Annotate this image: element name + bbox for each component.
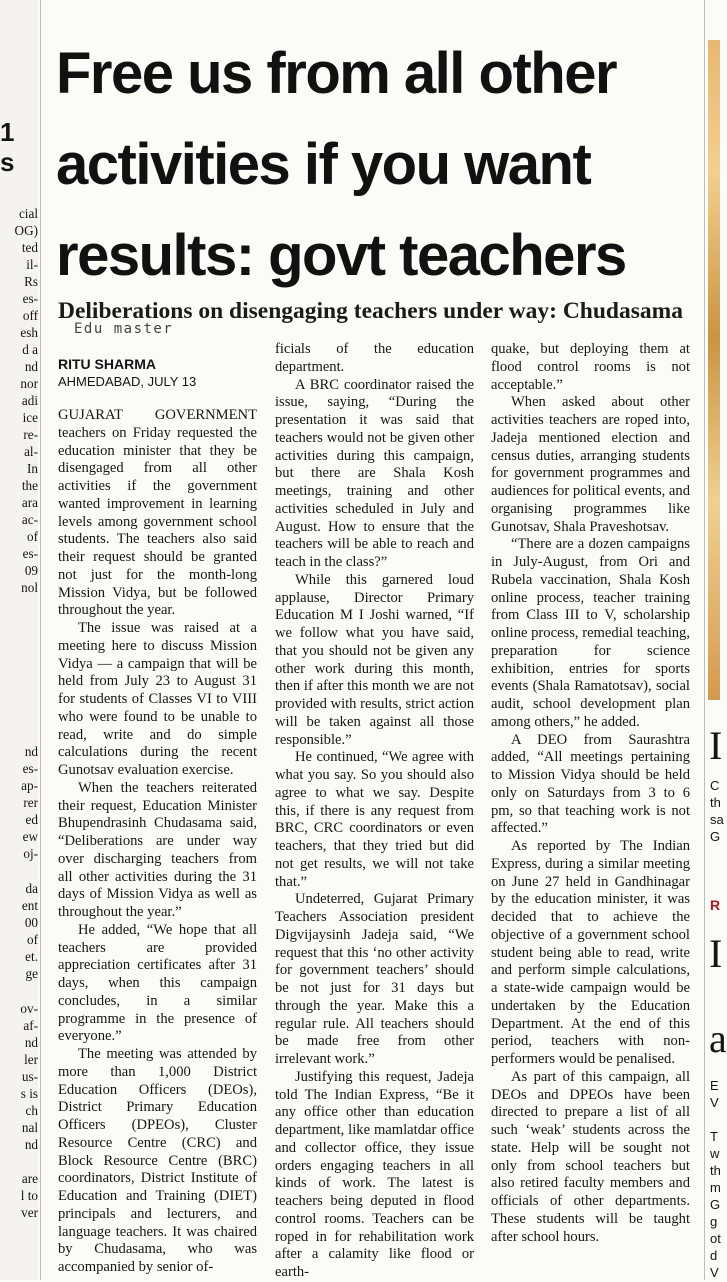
- left-text-fragment: es-: [22, 761, 38, 776]
- left-text-fragment: ice: [22, 410, 38, 425]
- left-text-fragment: ent: [21, 898, 38, 913]
- left-text-fragment: il-: [26, 257, 38, 272]
- paragraph: The issue was raised at a meeting here to discuss Mission Vidya — a campaign that will be held from July 23 to August 31 for students of Classes VI to VIII who were found to be unable to read, write and do simple calculations during the recent Gunotsav evaluation exercise.: [58, 620, 257, 778]
- paragraph: A BRC coordinator raised the issue, saying, “During the presentation it was said that teachers would not be given other activities during this campaign, but there are Shala Kosh meetings, training and other activities scheduled in July and August. How to ensure that the teachers will be able to reach and teach in the class?”: [275, 376, 474, 570]
- right-text-fragment: V: [710, 1265, 719, 1280]
- left-text-fragment: nd: [24, 744, 38, 759]
- left-text-fragment: adi: [21, 393, 38, 408]
- right-text-fragment: d: [710, 1248, 718, 1263]
- left-text-fragment: ara: [21, 495, 38, 510]
- left-text-fragment: us-: [21, 1069, 38, 1084]
- left-text-fragment: ed: [25, 812, 38, 827]
- right-text-fragment: th: [710, 1163, 721, 1178]
- right-text-fragment: sa: [710, 812, 724, 827]
- left-text-fragment: off: [22, 308, 38, 323]
- left-text-fragment: OG): [14, 223, 38, 238]
- right-text-fragment: T: [710, 1129, 718, 1144]
- left-text-fragment: l to: [20, 1188, 38, 1203]
- article-column-2: [275, 341, 474, 1282]
- left-text-fragment: 1: [0, 117, 15, 147]
- left-text-fragment: ge: [25, 966, 38, 981]
- watermark: Edu master: [74, 321, 174, 337]
- left-text-fragment: oj-: [23, 846, 38, 861]
- paragraph: When the teachers reiterated their request, Education Minister Bhupendrasinh Chudasama said, “Deliberations are under way over discharging teachers from all other activities during the 31 days of Mission Vidya as well as throughout the year.”: [58, 779, 257, 920]
- left-text-fragment: ac-: [21, 512, 38, 527]
- paragraph: quake, but deploying them at flood control rooms is not acceptable.”: [491, 341, 690, 393]
- right-headline-fragment: a: [709, 1016, 727, 1061]
- left-text-fragment: d a: [22, 342, 38, 357]
- left-text-fragment: nd: [24, 1035, 38, 1050]
- left-text-fragment: re-: [23, 427, 38, 442]
- left-text-fragment: s is: [20, 1086, 38, 1101]
- paragraph: Undeterred, Gujarat Primary Teachers Association president Digvijaysinh Jadeja said, “We request that this ‘no other activity for government teachers’ should be not just for 31 days but through the year. Make this a regular rule. All teachers should be made free from other irrelevant work.”: [275, 891, 474, 1067]
- left-text-fragment: es-: [22, 291, 38, 306]
- paragraph: The meeting was attended by more than 1,000 District Education Officers (DEOs), District Primary Education Officers (DPEOs), Cluster Resource Centre (CRC) and Block Resource Centre (BRC) coordinators, District Institute of Education and Training (DIET) principals and lecturers, and language teachers. It was chaired by Chudasama, who was accompanied by senior of-: [58, 1046, 257, 1275]
- paragraph: As part of this campaign, all DEOs and DPEOs have been directed to prepare a list of all such ‘weak’ students across the state. Help will be sought not only from school teachers but also retired faculty members and officials of other departments. These students will be taught after school hours.: [491, 1068, 690, 1245]
- paragraph: He continued, “We agree with what you say. So you should also agree to what we say. Despite this, if there is any request from BRC, CRC coordinators or even teachers, that they tried but did not get results, we will not take that.”: [275, 749, 474, 890]
- right-headline-fragment: I: [709, 723, 723, 768]
- left-text-fragment: Rs: [24, 274, 38, 289]
- right-text-fragment: m: [710, 1180, 721, 1195]
- paragraph: ficials of the education department.: [275, 341, 474, 375]
- left-text-fragment: s: [0, 147, 15, 177]
- left-text-fragment: al-: [24, 444, 38, 459]
- left-text-fragment: ver: [21, 1205, 38, 1220]
- left-text-fragment: ov-: [20, 1001, 38, 1016]
- left-text-fragment: 09: [24, 563, 38, 578]
- right-text-fragment: w: [710, 1146, 720, 1161]
- right-text-fragment: ot: [710, 1231, 721, 1246]
- right-text-fragment: G: [710, 829, 721, 844]
- left-text-fragment: of: [27, 529, 38, 544]
- column-rule-right: [704, 0, 705, 1280]
- headline-line-1: Free us from all other: [56, 41, 617, 106]
- right-headline-fragment: I: [709, 931, 723, 976]
- paragraph: GUJARAT GOVERNMENT teachers on Friday requested the education minister that they be disengaged from all other activities if the government wanted improvement in learning levels among government school students. The teachers also said their request should be granted not just for the month-long Mission Vidya, but be followed throughout the year.: [58, 407, 257, 619]
- left-text-fragment: the: [21, 478, 38, 493]
- paragraph: Justifying this request, Jadeja told The Indian Express, “Be it any office other than education department, like mamlatdar office and collector office, they issue orders engaging teachers in all kinds of work. The latest is teachers being deputed in flood control rooms. Teachers can be roped in for rehabilitation work after a calamity like flood or earth-: [275, 1068, 474, 1280]
- paragraph: When asked about other activities teachers are roped into, Jadeja mentioned election and census duties, arranging students for government programmes and audiences for political events, and organising programmes like Gunotsav, Shala Praveshotsav.: [491, 394, 690, 535]
- right-text-fragment: g: [710, 1214, 718, 1229]
- paragraph: “There are a dozen campaigns in July-August, from Ori and Rubela vaccination, Shala Kosh online process, teacher training from Class III to V, scholarship online process, remedial teaching, preparation for science exhibition, entries for sports events (Shala Ramatotsav), social audit, school development plan among others,” he added.: [491, 536, 690, 730]
- left-text-fragment: ew: [22, 829, 38, 844]
- left-text-fragment: nd: [24, 359, 38, 374]
- left-text-fragment: cial: [18, 206, 38, 221]
- left-text-fragment: 00: [24, 915, 38, 930]
- right-text-fragment: E: [710, 1078, 719, 1093]
- right-text-fragment: G: [710, 1197, 721, 1212]
- left-text-fragment: nol: [21, 580, 38, 595]
- left-text-fragment: ch: [25, 1103, 38, 1118]
- left-text-fragment: of: [27, 932, 38, 947]
- right-kicker-fragment: R: [710, 897, 721, 913]
- paragraph: As reported by The Indian Express, during a similar meeting on June 27 held in Gandhinagar by the education minister, it was decided that to achieve the objective of a government school student being able to read, write and perform simple calculations, a state-wide campaign would be undertaken by the Education Department. At the end of this period, teachers with non-performers would be penalised.: [491, 838, 690, 1067]
- headline: [56, 28, 706, 301]
- left-text-fragment: ted: [21, 240, 38, 255]
- right-text-fragment: th: [710, 795, 721, 810]
- right-text-fragment: V: [710, 1095, 719, 1110]
- paragraph: While this garnered loud applause, Director Primary Education M I Joshi warned, “If we follow what you have said, that you should not be given any other work during this month, then if after this month we are not provided with results, strict action will be taken against all those responsible.”: [275, 571, 475, 748]
- left-text-fragment: rer: [23, 795, 38, 810]
- paragraph: A DEO from Saurashtra added, “All meetings pertaining to Mission Vidya should be held only on Saturdays from 3 to 6 pm, so that teaching work is not affected.”: [491, 731, 690, 837]
- left-text-fragment: esh: [20, 325, 38, 340]
- left-text-fragment: af-: [23, 1018, 38, 1033]
- paragraph: He added, “We hope that all teachers are provided appreciation certificates after 31 days, when this campaign concludes, in a similar programme in the presence of everyone.”: [58, 921, 257, 1045]
- left-text-fragment: nal: [21, 1120, 38, 1135]
- left-text-fragment: nd: [24, 1137, 38, 1152]
- article-column-1: [58, 407, 257, 1277]
- column-rule-left: [40, 0, 41, 1280]
- left-text-fragment: da: [25, 881, 38, 896]
- adjacent-photo: [708, 40, 720, 700]
- byline-dateline: AHMEDABAD, JULY 13: [58, 374, 197, 389]
- left-text-fragment: et.: [25, 949, 38, 964]
- left-text-fragment: ler: [24, 1052, 38, 1067]
- left-text-fragment: nor: [20, 376, 38, 391]
- left-text-fragment: In: [27, 461, 38, 476]
- left-text-fragment: ap-: [21, 778, 38, 793]
- headline-line-3: results: govt teachers: [56, 223, 626, 288]
- adjacent-article-right: [708, 0, 727, 1280]
- adjacent-article-left: [0, 0, 38, 1280]
- right-text-fragment: C: [710, 778, 720, 793]
- left-text-fragment: are: [21, 1171, 38, 1186]
- article-column-3: [491, 341, 690, 1246]
- subheadline: Deliberations on disengaging teachers under way: Chudasama: [58, 298, 683, 324]
- headline-line-2: activities if you want: [56, 132, 591, 197]
- byline-author: RITU SHARMA: [58, 356, 156, 372]
- left-text-fragment: es-: [22, 546, 38, 561]
